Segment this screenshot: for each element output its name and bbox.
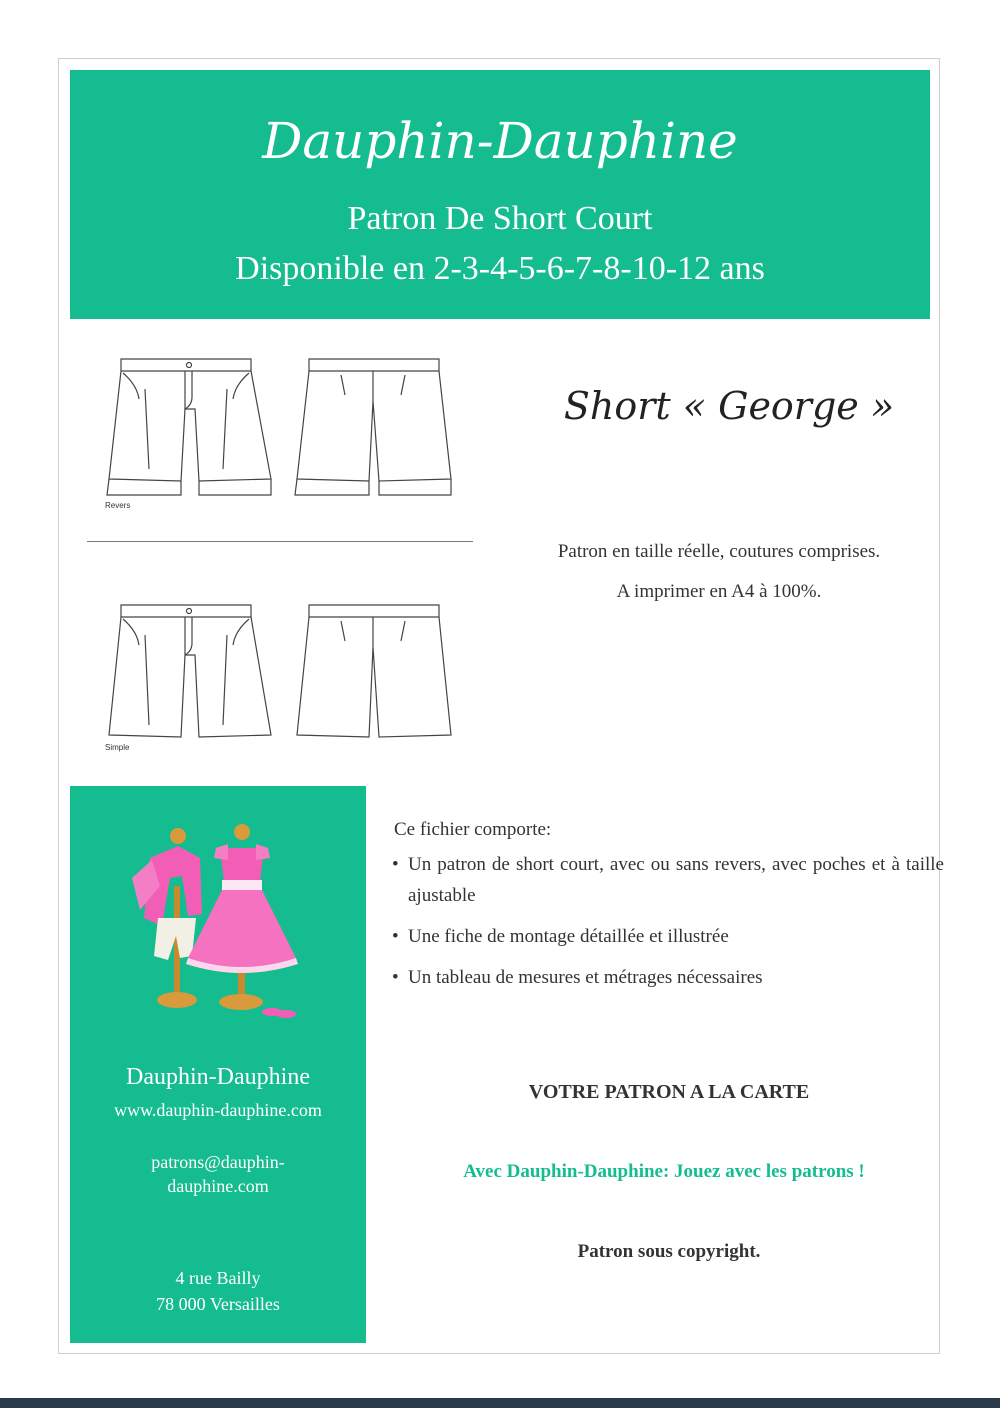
slogan: Avec Dauphin-Dauphine: Jouez avec les patrons ! [463, 1161, 865, 1182]
list-item: • Une fiche de montage détaillée et illustrée [392, 926, 729, 947]
section-divider [87, 541, 473, 542]
shorts-simple-front-sketch [99, 595, 279, 745]
contents-title: Ce fichier comporte: [394, 819, 552, 840]
shorts-simple-back-sketch [285, 595, 465, 745]
shorts-revers-front-sketch [99, 349, 279, 499]
model-title: Short « George » [563, 384, 895, 428]
contact-address-line-1: 4 rue Bailly [175, 1268, 261, 1288]
contact-email-line-2[interactable]: dauphine.com [167, 1176, 269, 1196]
contact-address-line-2: 78 000 Versailles [156, 1294, 280, 1314]
pattern-subtitle: Patron De Short Court [347, 200, 653, 237]
copyright-notice: Patron sous copyright. [577, 1241, 761, 1262]
list-item: • Un patron de short court, avec ou sans revers, avec poches et à taille ajustable [392, 854, 944, 906]
contents-list [392, 849, 944, 1003]
contact-sidebar [70, 786, 366, 1343]
custom-pattern-heading: VOTRE PATRON A LA CARTE [528, 1081, 810, 1103]
contact-email-line-1[interactable]: patrons@dauphin- [151, 1152, 285, 1172]
description-line-2: A imprimer en A4 à 100%. [616, 581, 822, 602]
brand-title: Dauphin-Dauphine [262, 112, 738, 170]
bottom-bar [0, 1398, 1000, 1408]
contact-website[interactable]: www.dauphin-dauphine.com [114, 1100, 322, 1120]
dress-forms-illustration [70, 786, 366, 1026]
shorts-revers-back-sketch [285, 349, 465, 499]
description-line-1: Patron en taille réelle, coutures comprises. [557, 541, 881, 562]
list-item: • Un tableau de mesures et métrages nécessaires [392, 967, 763, 988]
caption-revers: Revers [105, 501, 131, 510]
header-banner [70, 70, 930, 319]
available-sizes: Disponible en 2-3-4-5-6-7-8-10-12 ans [235, 250, 765, 287]
caption-simple: Simple [105, 743, 130, 752]
contact-name: Dauphin-Dauphine [126, 1064, 310, 1090]
pattern-sheet [58, 58, 944, 1354]
